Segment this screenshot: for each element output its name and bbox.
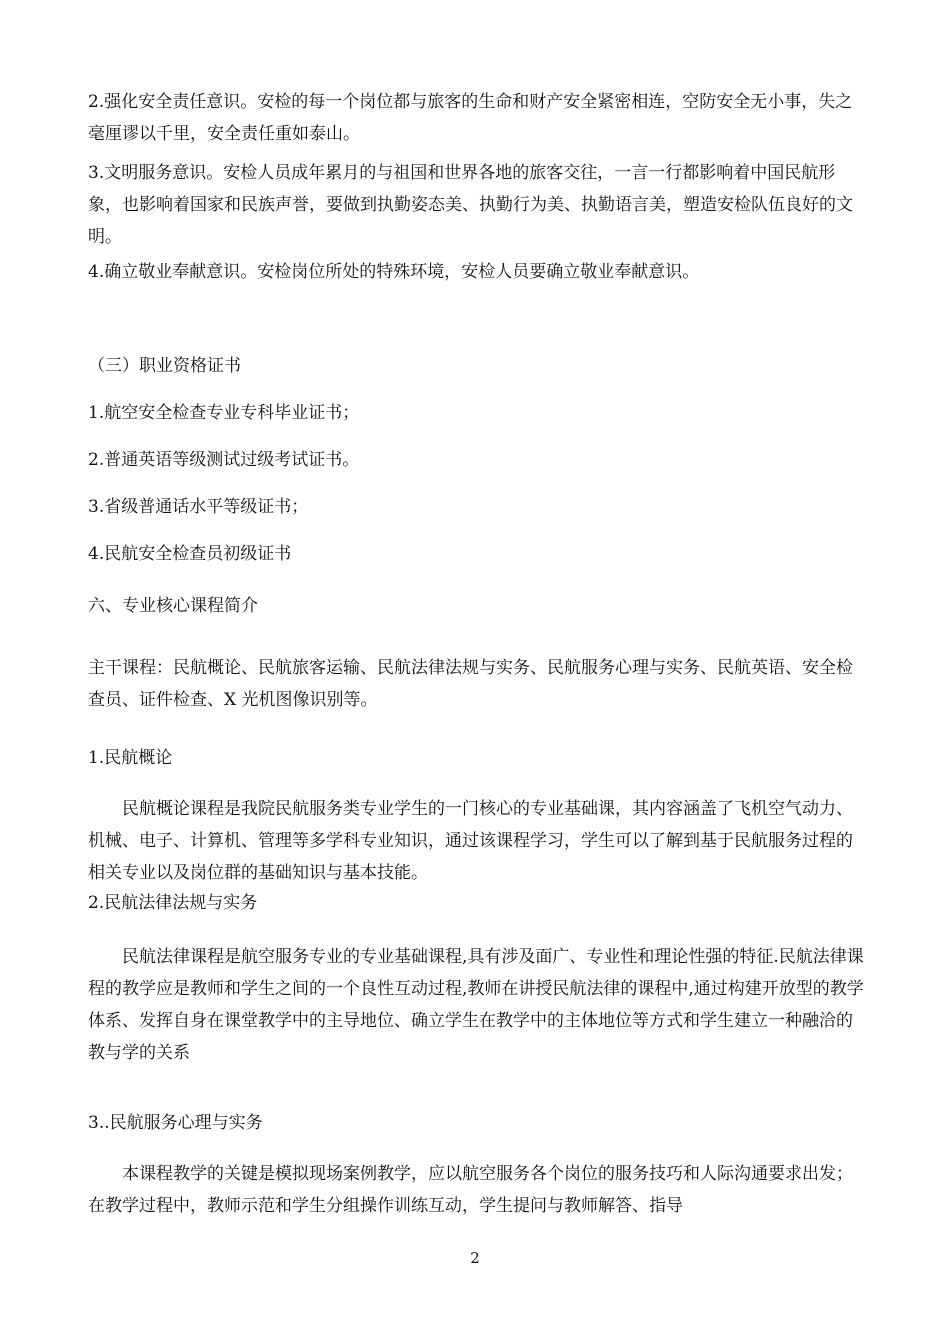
paragraph-safety-responsibility: 2.强化安全责任意识。安检的每一个岗位都与旅客的生命和财产安全紧密相连，空防安全无小事，失之毫厘谬以千里，安全责任重如泰山。 xyxy=(88,92,853,144)
course-heading-aviation-overview: 1.民航概论 xyxy=(88,748,173,768)
section-heading-core-courses: 六、专业核心课程简介 xyxy=(88,596,258,616)
list-item-certificate-4: 4.民航安全检查员初级证书 xyxy=(88,544,292,564)
list-item-certificate-3: 3.省级普通话水平等级证书； xyxy=(88,497,309,517)
paragraph-service-psychology: 本课程教学的关键是模拟现场案例教学，应以航空服务各个岗位的服务技巧和人际沟通要求出发；在教学过程中，教师示范和学生分组操作训练互动，学生提问与教师解答、指导 xyxy=(88,1164,853,1216)
paragraph-aviation-law: 民航法律课程是航空服务专业的专业基础课程,具有涉及面广、专业性和理论性强的特征.民航法律课程的教学应是教师和学生之间的一个良性互动过程,教师在讲授民航法律的课程中,通过构建开放型的教学体系、发挥自身在课堂教学中的主导地位、确立学生在教学中的主体地位等方式和学生建立一种融洽的教与学的关系 xyxy=(88,947,864,1063)
list-item-certificate-2: 2.普通英语等级测试过级考试证书。 xyxy=(88,450,360,470)
paragraph-civilized-service: 3.文明服务意识。安检人员成年累月的与祖国和世界各地的旅客交往，一言一行都影响着中国民航形象，也影响着国家和民族声誉，要做到执勤姿态美、执勤行为美、执勤语言美，塑造安检队伍良好的文明。 xyxy=(88,163,853,247)
course-heading-aviation-law: 2.民航法律法规与实务 xyxy=(88,893,258,913)
list-item-certificate-1: 1.航空安全检查专业专科毕业证书； xyxy=(88,403,360,423)
paragraph-main-courses: 主干课程：民航概论、民航旅客运输、民航法律法规与实务、民航服务心理与实务、民航英语、安全检查员、证件检查、X 光机图像识别等。 xyxy=(88,658,853,710)
course-heading-service-psychology: 3..民航服务心理与实务 xyxy=(88,1113,263,1133)
paragraph-aviation-overview: 民航概论课程是我院民航服务类专业学生的一门核心的专业基础课，其内容涵盖了飞机空气动力、机械、电子、计算机、管理等多学科专业知识，通过该课程学习，学生可以了解到基于民航服务过程的相关专业以及岗位群的基础知识与基本技能。 xyxy=(88,799,853,883)
paragraph-dedication: 4.确立敬业奉献意识。安检岗位所处的特殊环境，安检人员要确立敬业奉献意识。 xyxy=(88,262,700,282)
page-number: 2 xyxy=(470,1249,480,1267)
section-heading-certificates: （三）职业资格证书 xyxy=(88,356,241,376)
